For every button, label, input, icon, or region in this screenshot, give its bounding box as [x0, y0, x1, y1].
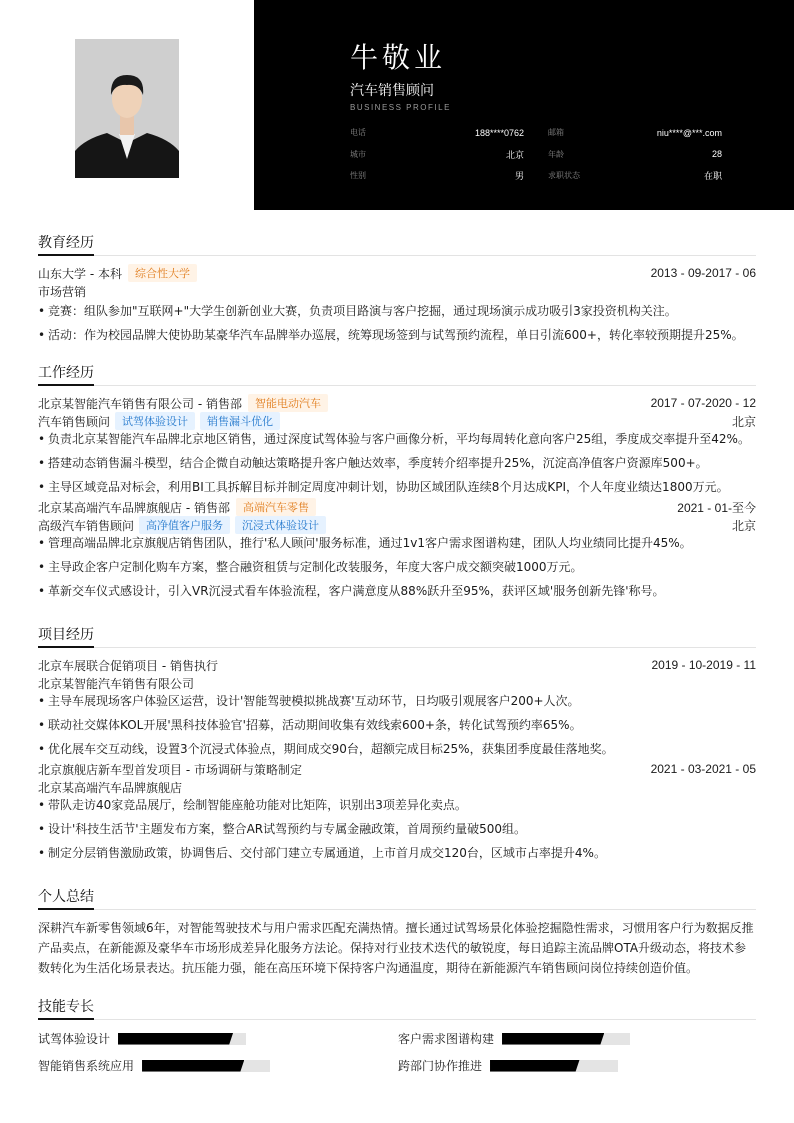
header-panel: [254, 0, 794, 210]
info-age: [536, 149, 722, 160]
job-date: 2021 - 01-至今: [677, 500, 756, 515]
work-section: [38, 362, 756, 606]
list-item: • 革新交车仪式感设计，引入VR沉浸式看车体验流程，客户满意度从88%跃升至95%，获评区域'服务创新先锋'称号。: [38, 582, 756, 600]
project-date: 2019 - 10-2019 - 11: [651, 658, 756, 672]
info-label: 邮箱: [548, 128, 564, 138]
candidate-name: 牛敬业: [350, 41, 447, 74]
section-title: 个人总结: [38, 886, 756, 910]
job-entry-head: [38, 394, 756, 412]
project-name: 北京旗舰店新车型首发项目 - 市场调研与策略制定: [38, 762, 302, 777]
project-bullets: [38, 692, 756, 758]
project-entry-head: [38, 656, 756, 674]
project-entry-head: [38, 760, 756, 778]
info-value: 男: [514, 171, 524, 182]
skill-bar-fill: [490, 1060, 580, 1072]
info-row: [350, 122, 722, 144]
section-title: 工作经历: [38, 362, 756, 386]
section-title: 教育经历: [38, 232, 756, 256]
skill-item: [38, 1030, 398, 1047]
info-label: 求职状态: [548, 171, 580, 181]
skill-bar: [502, 1033, 630, 1045]
info-value: 188****0762: [474, 127, 524, 138]
skills-section: [38, 996, 756, 1074]
section-title: 技能专长: [38, 996, 756, 1020]
info-label: 电话: [350, 128, 366, 138]
info-value: 在职: [703, 171, 722, 182]
company-name: 北京某高端汽车品牌旗舰店 - 销售部: [38, 500, 230, 515]
skill-item: [398, 1030, 756, 1047]
info-row: [350, 144, 722, 166]
list-item: • 优化展车交互动线，设置3个沉浸式体验点，期间成交90台，超额完成目标25%，获集团季度最佳落地奖。: [38, 740, 756, 758]
skill-tag: 沉浸式体验设计: [235, 516, 326, 534]
list-item: • 搭建动态销售漏斗模型，结合企微自动触达策略提升客户触达效率，季度转介绍率提升25%，沉淀高净值客户资源库500+。: [38, 454, 756, 472]
info-row: [350, 165, 722, 187]
skill-bar-fill: [502, 1033, 604, 1045]
job-role: 汽车销售顾问: [38, 414, 111, 429]
list-item: • 制定分层销售激励政策，协调售后、交付部门建立专属通道，上市首月成交120台，区域市占率提升4%。: [38, 844, 756, 862]
project-date: 2021 - 03-2021 - 05: [650, 762, 756, 776]
project-bullets: [38, 796, 756, 862]
summary-section: [38, 886, 756, 978]
project-org: 北京某智能汽车销售有限公司: [38, 676, 195, 691]
job-title: 汽车销售顾问: [350, 83, 434, 99]
job-bullets: [38, 430, 756, 496]
project-org: 北京某高端汽车品牌旗舰店: [38, 780, 183, 795]
list-item: • 主导政企客户定制化购车方案，整合融资租赁与定制化改装服务，年度大客户成交额突破1000万元。: [38, 558, 756, 576]
list-item: • 主导区域竞品对标会，利用BI工具拆解目标并制定周度冲刺计划，协助区域团队连续8个月达成KPI，个人年度业绩达1800万元。: [38, 478, 756, 496]
skill-name: 客户需求图谱构建: [398, 1032, 495, 1046]
skill-bar: [142, 1060, 270, 1072]
list-item: • 设计'科技生活节'主题发布方案，整合AR试驾预约与专属金融政策，首周预约量破500组。: [38, 820, 756, 838]
school-tag: 综合性大学: [128, 264, 197, 282]
list-item: • 负责北京某智能汽车品牌北京地区销售，通过深度试驾体验与客户画像分析，平均每周转化意向客户25组，季度成交率提升至42%。: [38, 430, 756, 448]
portrait-image: [75, 39, 179, 178]
skills-grid: [38, 1030, 756, 1074]
list-item: • 管理高端品牌北京旗舰店销售团队，推行'私人顾问'服务标准，通过1v1客户需求图谱构建，团队人均业绩同比提升45%。: [38, 534, 756, 552]
info-label: 性别: [350, 171, 366, 181]
skill-item: [398, 1057, 756, 1074]
profile-photo: [75, 39, 179, 178]
info-value: niu****@***.com: [656, 127, 722, 138]
job-bullets: [38, 534, 756, 600]
job-city: 北京: [731, 414, 756, 429]
info-job-status: [536, 169, 722, 182]
skill-bar: [490, 1060, 618, 1072]
skill-name: 试驾体验设计: [38, 1032, 111, 1046]
skill-name: 跨部门协作推进: [398, 1059, 483, 1073]
job-entry-head: [38, 498, 756, 516]
skill-bar-fill: [142, 1060, 244, 1072]
info-phone: [350, 127, 536, 138]
projects-section: [38, 624, 756, 868]
industry-tag: 智能电动汽车: [248, 394, 328, 412]
list-item: • 主导车展现场客户体验区运营，设计'智能驾驶模拟挑战赛'互动环节，日均吸引观展客户200+人次。: [38, 692, 756, 710]
job-city: 北京: [731, 518, 756, 533]
skill-tag: 销售漏斗优化: [200, 412, 280, 430]
info-gender: [350, 169, 536, 182]
info-value: 28: [711, 149, 722, 160]
list-item: • 联动社交媒体KOL开展'黑科技体验官'招募，活动期间收集有效线索600+条，转化试驾预约率65%。: [38, 716, 756, 734]
list-item: • 竞赛：组队参加"互联网+"大学生创新创业大赛，负责项目路演与客户挖掘，通过现场演示成功吸引3家投资机构关注。: [38, 302, 756, 320]
section-title: 项目经历: [38, 624, 756, 648]
job-role: 高级汽车销售顾问: [38, 518, 135, 533]
skill-item: [38, 1057, 398, 1074]
contact-info-grid: [350, 122, 722, 187]
industry-tag: 高端汽车零售: [236, 498, 316, 516]
company-name: 北京某智能汽车销售有限公司 - 销售部: [38, 396, 242, 411]
info-label: 城市: [350, 149, 366, 159]
info-email: [536, 127, 722, 138]
list-item: • 活动：作为校园品牌大使协助某豪华汽车品牌举办巡展，统筹现场签到与试驾预约流程，单日引流600+，转化率较预期提升25%。: [38, 326, 756, 344]
job-role-line: [38, 412, 756, 430]
job-role-line: [38, 516, 756, 534]
summary-text: 深耕汽车新零售领域6年，对智能驾驶技术与用户需求匹配充满热情。擅长通过试驾场景化体验挖掘隐性需求，习惯用客户行为数据反推产品卖点，在新能源及豪华车市场形成差异化服务方法论。保持对行业技术迭代的敏锐度，每日追踪主流品牌OTA升级动态，将技术参数转化为生活化场景表达。抗压能力强，能在高压环境下保持客户沟通温度，期待在新能源汽车销售顾问岗位持续创造价值。: [38, 921, 754, 975]
info-label: 年龄: [548, 149, 564, 159]
skill-bar: [118, 1033, 246, 1045]
education-entry-head: [38, 264, 756, 282]
profile-subtitle: BUSINESS PROFILE: [350, 103, 451, 112]
school-name: 山东大学 - 本科: [38, 266, 122, 281]
education-section: [38, 232, 756, 350]
info-city: [350, 148, 536, 161]
skill-tag: 试驾体验设计: [115, 412, 195, 430]
skill-tag: 高净值客户服务: [139, 516, 230, 534]
education-date: 2013 - 09-2017 - 06: [650, 266, 756, 280]
skill-name: 智能销售系统应用: [38, 1059, 135, 1073]
job-date: 2017 - 07-2020 - 12: [650, 396, 756, 410]
major: 市场营销: [38, 284, 87, 299]
skill-bar-fill: [118, 1033, 233, 1045]
project-name: 北京车展联合促销项目 - 销售执行: [38, 658, 218, 673]
list-item: • 带队走访40家竞品展厅，绘制智能座舱功能对比矩阵，识别出3项差异化卖点。: [38, 796, 756, 814]
education-bullets: [38, 302, 756, 344]
info-value: 北京: [505, 149, 524, 160]
